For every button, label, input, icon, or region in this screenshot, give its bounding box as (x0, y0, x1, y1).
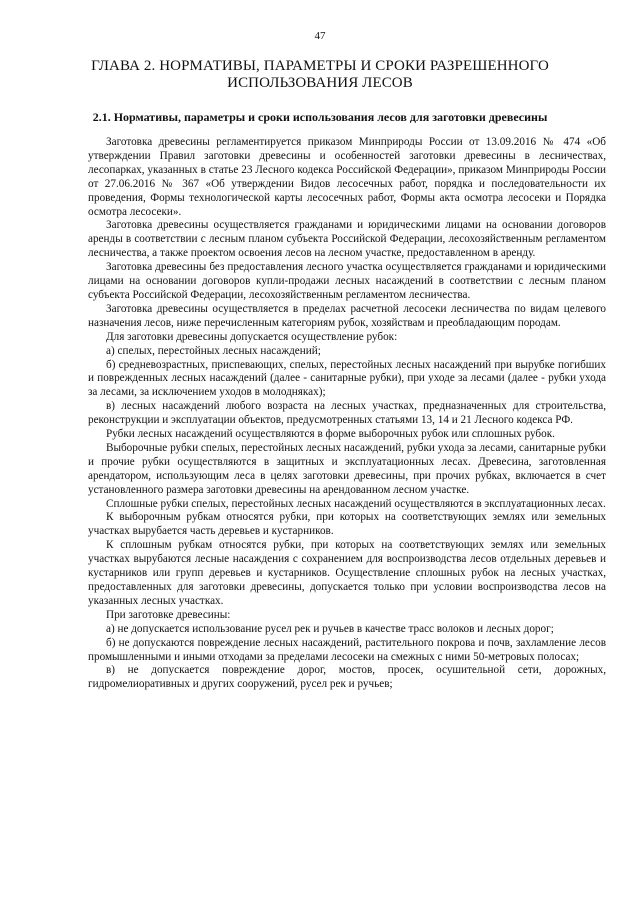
section-title: 2.1. Нормативы, параметры и сроки использования лесов для заготовки древесины (92, 110, 548, 124)
list-item: а) спелых, перестойных лесных насаждений; (106, 344, 321, 357)
paragraph: Заготовка древесины осуществляется в пределах расчетной лесосеки лесничества по видам целевого назначения лесов, ниже перечисленным категориям рубок, хозяйствам и преобладающим породам. (88, 302, 606, 329)
paragraph: При заготовке древесины: (106, 608, 231, 621)
paragraph: Для заготовки древесины допускается осуществление рубок: (106, 330, 398, 343)
paragraph: К выборочным рубкам относятся рубки, при которых на соответствующих землях или земельных участках вырубается часть деревьев и кустарников. (88, 511, 606, 538)
paragraph: Сплошные рубки спелых, перестойных лесных насаждений осуществляются в эксплуатационных лесах. (106, 497, 606, 510)
list-item: а) не допускается использование русел рек и ручьев в качестве трасс волоков и лесных дорог; (106, 622, 554, 635)
list-item: б) средневозрастных, приспевающих, спелых, перестойных лесных насаждений при вырубке погибших и поврежденных лесных насаждений (далее - санитарные рубки), при уходе за лесами (далее - рубки ухода за лесами, за исключением уходов в молодняках); (88, 358, 606, 399)
chapter-title: ГЛАВА 2. НОРМАТИВЫ, ПАРАМЕТРЫ И СРОКИ РАЗРЕШЕННОГО ИСПОЛЬЗОВАНИЯ ЛЕСОВ (91, 58, 549, 91)
page-number: 47 (314, 30, 326, 42)
paragraph: Выборочные рубки спелых, перестойных лесных насаждений, рубки ухода за лесами, санитарные рубки и прочие рубки осуществляются в защитных и эксплуатационных лесах. Древесина, заготовленная арендатором, использующим леса в целях заготовки древесины, при прочих рубках, включается в счет установленного размера заготовки древесины на арендованном лесном участке. (88, 441, 606, 496)
list-item: в) лесных насаждений любого возраста на лесных участках, предназначенных для строительства, реконструкции и эксплуатации объектов, предусмотренных статьями 13, 14 и 21 Лесного кодекса РФ. (88, 400, 606, 427)
paragraph: Заготовка древесины регламентируется приказом Минприроды России от 13.09.2016 № 474 «Об утверждении Правил заготовки древесины и особенностей заготовки древесины в лесничествах, лесопарках, указанных в статье 23 Лесного кодекса Российской Федерации», приказом Минприроды России от 27.06.2016 № 367 «Об утверждении Видов лесосечных работ, порядка и последовательности их проведения, Формы технологической карты лесосечных работ, Формы акта осмотра лесосеки и Порядка осмотра лесосеки». (88, 136, 606, 218)
paragraph: Заготовка древесины осуществляется гражданами и юридическими лицами на основании договоров аренды в соответствии с лесным планом субъекта Российской Федерации, лесохозяйственным регламентом лесничества, а также проектом освоения лесов на лесном участке, предоставленном в аренду. (88, 219, 606, 260)
paragraph: К сплошным рубкам относятся рубки, при которых на соответствующих землях или земельных участках вырубаются лесные насаждения с сохранением для воспроизводства лесов отдельных деревьев и кустарников или групп деревьев и кустарников. Осуществление сплошных рубок на лесных участках, предоставленных для заготовки древесины, допускается только при условии воспроизводства лесов на указанных лесных участках. (88, 539, 606, 607)
paragraph: Заготовка древесины без предоставления лесного участка осуществляется гражданами и юридическими лицами на основании договоров купли-продажи лесных насаждений в соответствии с лесным планом субъекта Российской Федерации, лесохозяйственным регламентом лесничества. (88, 261, 606, 301)
paragraph: Рубки лесных насаждений осуществляются в форме выборочных рубок или сплошных рубок. (106, 428, 555, 441)
document-body (88, 136, 606, 692)
list-item: б) не допускаются повреждение лесных насаждений, растительного покрова и почв, захламление лесов промышленными и иными отходами за пределами лесосеки на смежных с ними 50-метровых полосах; (88, 636, 606, 663)
list-item: в) не допускается повреждение дорог, мостов, просек, осушительной сети, дорожных, гидромелиоративных и других сооружений, русел рек и ручьев; (88, 664, 606, 691)
